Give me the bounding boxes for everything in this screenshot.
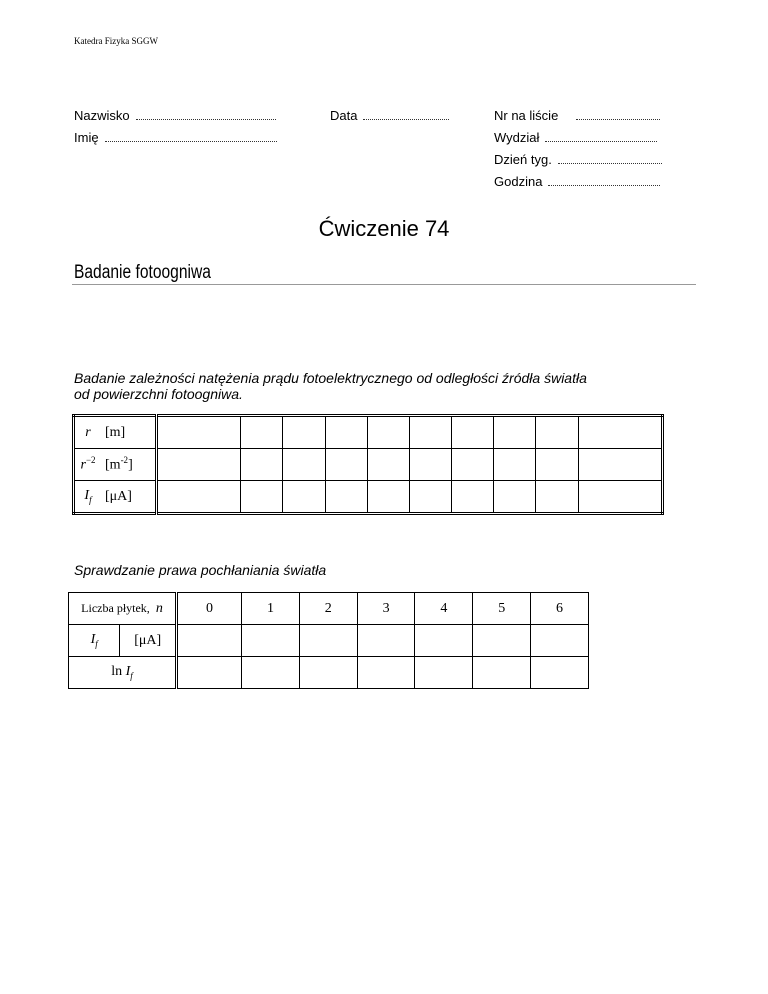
- table-cell[interactable]: [283, 416, 325, 449]
- table-cell[interactable]: [157, 416, 241, 449]
- table-cell[interactable]: [325, 481, 367, 514]
- section1-description: [74, 370, 587, 402]
- column-header: 1: [242, 593, 300, 625]
- section1-line1: Badanie zależności natężenia prądu fotoelektrycznego od odległości źródła światła: [74, 370, 587, 386]
- surname-field[interactable]: [74, 108, 276, 123]
- table-cell[interactable]: [177, 625, 242, 657]
- table-cell[interactable]: [531, 625, 589, 657]
- faculty-field[interactable]: [494, 130, 657, 145]
- table-cell[interactable]: [494, 416, 536, 449]
- table-cell[interactable]: [415, 625, 473, 657]
- first-name-label: Imię: [74, 130, 99, 145]
- weekday-blank[interactable]: [558, 153, 662, 164]
- current-symbol: $I_f$: [69, 625, 120, 657]
- faculty-blank[interactable]: [545, 131, 657, 142]
- table-row: [74, 416, 663, 449]
- table-cell[interactable]: [452, 449, 494, 481]
- table-cell[interactable]: [357, 625, 415, 657]
- hour-label: Godzina: [494, 174, 543, 189]
- surname-label: Nazwisko: [74, 108, 130, 123]
- section1-line2: od powierzchni fotoogniwa.: [74, 386, 243, 402]
- list-number-field[interactable]: [494, 108, 660, 123]
- table-cell[interactable]: [473, 625, 531, 657]
- first-name-blank[interactable]: [105, 131, 277, 142]
- date-blank[interactable]: [363, 109, 449, 120]
- table-cell[interactable]: [241, 449, 283, 481]
- list-number-blank[interactable]: [576, 109, 660, 120]
- column-header: 2: [299, 593, 357, 625]
- table-cell[interactable]: [473, 657, 531, 689]
- column-header: 3: [357, 593, 415, 625]
- column-header: 5: [473, 593, 531, 625]
- weekday-label: Dzień tyg.: [494, 152, 552, 167]
- surname-blank[interactable]: [136, 109, 276, 120]
- table-cell[interactable]: [409, 416, 451, 449]
- row-unit: [m]: [101, 416, 157, 449]
- column-header: 0: [177, 593, 242, 625]
- table-row: [69, 593, 589, 625]
- table-cell[interactable]: [367, 416, 409, 449]
- table-cell[interactable]: [242, 625, 300, 657]
- table-cell[interactable]: [452, 416, 494, 449]
- date-field[interactable]: [330, 108, 449, 123]
- table-cell[interactable]: [357, 657, 415, 689]
- current-unit: [μA]: [120, 625, 177, 657]
- first-name-field[interactable]: [74, 130, 277, 145]
- absorption-table: [68, 592, 589, 689]
- row-unit: $[m^{-2}]$: [101, 449, 157, 481]
- table-cell[interactable]: [241, 416, 283, 449]
- row-symbol: $I_f$: [74, 481, 102, 514]
- table-cell[interactable]: [299, 657, 357, 689]
- faculty-label: Wydział: [494, 130, 540, 145]
- table-cell[interactable]: [536, 449, 578, 481]
- table-cell[interactable]: [494, 449, 536, 481]
- table-cell[interactable]: [415, 657, 473, 689]
- section2-title: Sprawdzanie prawa pochłaniania światła: [74, 562, 327, 578]
- table-cell[interactable]: [299, 625, 357, 657]
- row-symbol: r: [74, 416, 102, 449]
- ln-current-label: $\ln I_f$: [69, 657, 177, 689]
- table-cell[interactable]: [536, 416, 578, 449]
- exercise-title: Ćwiczenie 74: [318, 216, 450, 241]
- table-cell[interactable]: [241, 481, 283, 514]
- table-cell[interactable]: [157, 449, 241, 481]
- table-cell[interactable]: [283, 449, 325, 481]
- row-symbol: $r^{-2}$: [74, 449, 102, 481]
- list-number-label: Nr na liście: [494, 108, 559, 123]
- table-cell[interactable]: [325, 449, 367, 481]
- table-cell[interactable]: [578, 481, 662, 514]
- column-header: 6: [531, 593, 589, 625]
- table-row: [69, 657, 589, 689]
- table-row: [74, 449, 663, 481]
- distance-table: [72, 414, 664, 515]
- table-cell[interactable]: [452, 481, 494, 514]
- table-cell[interactable]: [494, 481, 536, 514]
- table-cell[interactable]: [367, 481, 409, 514]
- table-cell[interactable]: [157, 481, 241, 514]
- subtitle-divider: [72, 284, 696, 285]
- table-cell[interactable]: [578, 416, 662, 449]
- plates-header: Liczba płytek, n: [69, 593, 177, 625]
- table-cell[interactable]: [367, 449, 409, 481]
- table-cell[interactable]: [409, 481, 451, 514]
- row-unit: [μA]: [101, 481, 157, 514]
- table-cell[interactable]: [531, 657, 589, 689]
- exercise-subtitle: Badanie fotoogniwa: [74, 262, 211, 283]
- table-cell[interactable]: [283, 481, 325, 514]
- table-cell[interactable]: [242, 657, 300, 689]
- weekday-field[interactable]: [494, 152, 662, 167]
- table-cell[interactable]: [325, 416, 367, 449]
- table-cell[interactable]: [177, 657, 242, 689]
- date-label: Data: [330, 108, 358, 123]
- hour-field[interactable]: [494, 174, 660, 189]
- hour-blank[interactable]: [548, 175, 660, 186]
- column-header: 4: [415, 593, 473, 625]
- table-row: [69, 625, 589, 657]
- table-cell[interactable]: [578, 449, 662, 481]
- table-cell[interactable]: [409, 449, 451, 481]
- table-row: [74, 481, 663, 514]
- department-header: Katedra Fizyka SGGW: [74, 36, 158, 46]
- table-cell[interactable]: [536, 481, 578, 514]
